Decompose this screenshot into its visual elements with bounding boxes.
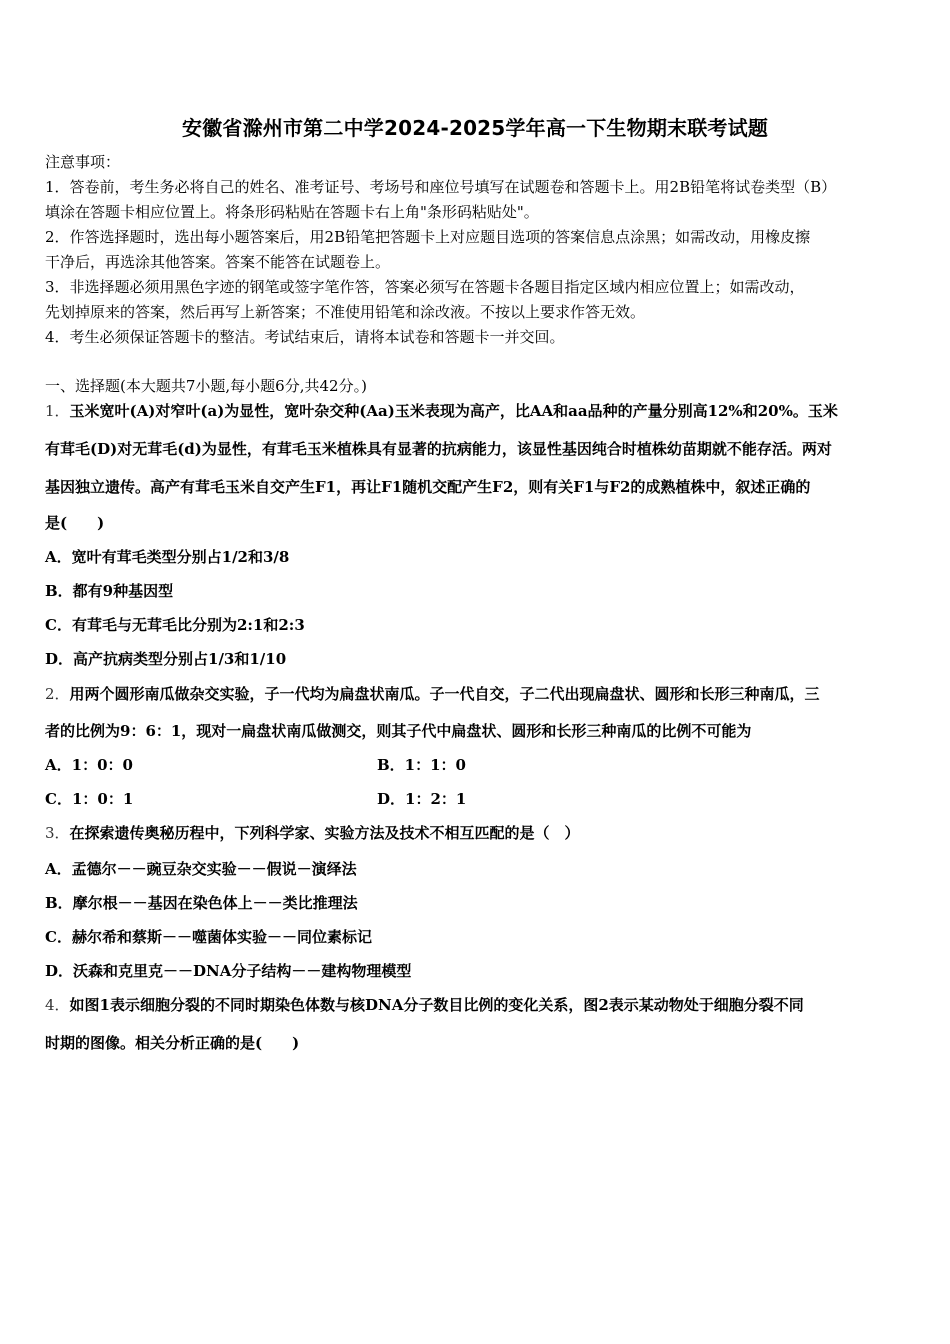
question-1-option-c: C．有茸毛与无茸毛比分别为2:1和2:3 <box>45 616 305 634</box>
question-4-text: 如图1表示细胞分裂的不同时期染色体数与核DNA分子数目比例的变化关系，图2表示某动物处于细胞分裂不同 <box>69 996 804 1014</box>
question-3-option-b: B．摩尔根－－基因在染色体上－－类比推理法 <box>45 894 358 912</box>
question-2-line <box>45 684 820 704</box>
question-3-option-a: A．孟德尔－－豌豆杂交实验－－假说－演绎法 <box>45 860 357 878</box>
question-4-line: 时期的图像。相关分析正确的是( ) <box>45 1034 300 1052</box>
question-1-line: 有茸毛(D)对无茸毛(d)为显性，有茸毛玉米植株具有显著的抗病能力，该显性基因纯合时植株幼苗期就不能存活。两对 <box>45 440 832 458</box>
notice-line: 填涂在答题卡相应位置上。将条形码粘贴在答题卡右上角"条形码粘贴处"。 <box>45 203 539 221</box>
question-4-line <box>45 995 804 1015</box>
question-1-number: 1． <box>45 402 70 420</box>
question-3-number: 3． <box>45 824 70 842</box>
notice-heading: 注意事项： <box>45 153 121 171</box>
question-2-option-c: C．1：0：1 <box>45 790 134 808</box>
question-3-option-d: D．沃森和克里克－－DNA分子结构－－建构物理模型 <box>45 962 412 980</box>
question-1-line <box>45 401 838 421</box>
notice-line: 先划掉原来的答案，然后再写上新答案；不准使用铅笔和涂改液。不按以上要求作答无效。 <box>45 303 646 321</box>
question-1-option-a: A．宽叶有茸毛类型分别占1/2和3/8 <box>45 548 290 566</box>
notice-line: 3．非选择题必须用黑色字迹的钢笔或签字笔作答，答案必须写在答题卡各题目指定区域内相应位置上；如需改动， <box>45 278 805 296</box>
notice-line: 1．答卷前，考生务必将自己的姓名、准考证号、考场号和座位号填写在试题卷和答题卡上。用2B铅笔将试卷类型（B） <box>45 178 837 196</box>
question-4-number: 4． <box>45 996 70 1014</box>
page-title: 安徽省滁州市第二中学2024-2025学年高一下生物期末联考试题 <box>181 116 769 140</box>
section-heading: 一、选择题(本大题共7小题,每小题6分,共42分。) <box>45 377 367 395</box>
question-3-text: 在探索遗传奥秘历程中，下列科学家、实验方法及技术不相互匹配的是（ ） <box>69 824 580 842</box>
question-2-option-b: B．1：1：0 <box>377 756 466 774</box>
notice-line: 2．作答选择题时，选出每小题答案后，用2B铅笔把答题卡上对应题目选项的答案信息点涂黑；如需改动，用橡皮擦 <box>45 228 811 246</box>
question-2-line: 者的比例为9：6：1，现对一扁盘状南瓜做测交，则其子代中扁盘状、圆形和长形三种南瓜的比例不可能为 <box>45 722 752 740</box>
notice-line: 4．考生必须保证答题卡的整洁。考试结束后，请将本试卷和答题卡一并交回。 <box>45 328 565 346</box>
notice-line: 干净后，再选涂其他答案。答案不能答在试题卷上。 <box>45 253 391 271</box>
question-1-line: 基因独立遗传。高产有茸毛玉米自交产生F1，再让F1随机交配产生F2，则有关F1与F2的成熟植株中，叙述正确的 <box>45 478 811 496</box>
question-2-number: 2． <box>45 685 70 703</box>
question-2-option-a: A．1：0：0 <box>45 756 133 774</box>
question-1-text: 玉米宽叶(A)对窄叶(a)为显性，宽叶杂交种(Aa)玉米表现为高产，比AA和aa品种的产量分别高12%和20%。玉米 <box>69 402 838 420</box>
question-3-line <box>45 823 580 843</box>
question-2-option-d: D．1：2：1 <box>377 790 467 808</box>
question-1-option-d: D．高产抗病类型分别占1/3和1/10 <box>45 650 287 668</box>
question-3-option-c: C．赫尔希和蔡斯－－噬菌体实验－－同位素标记 <box>45 928 372 946</box>
question-1-option-b: B．都有9种基因型 <box>45 582 174 600</box>
question-2-text: 用两个圆形南瓜做杂交实验，子一代均为扁盘状南瓜。子一代自交，子二代出现扁盘状、圆形和长形三种南瓜，三 <box>69 685 820 703</box>
question-1-line: 是( ) <box>45 514 105 532</box>
